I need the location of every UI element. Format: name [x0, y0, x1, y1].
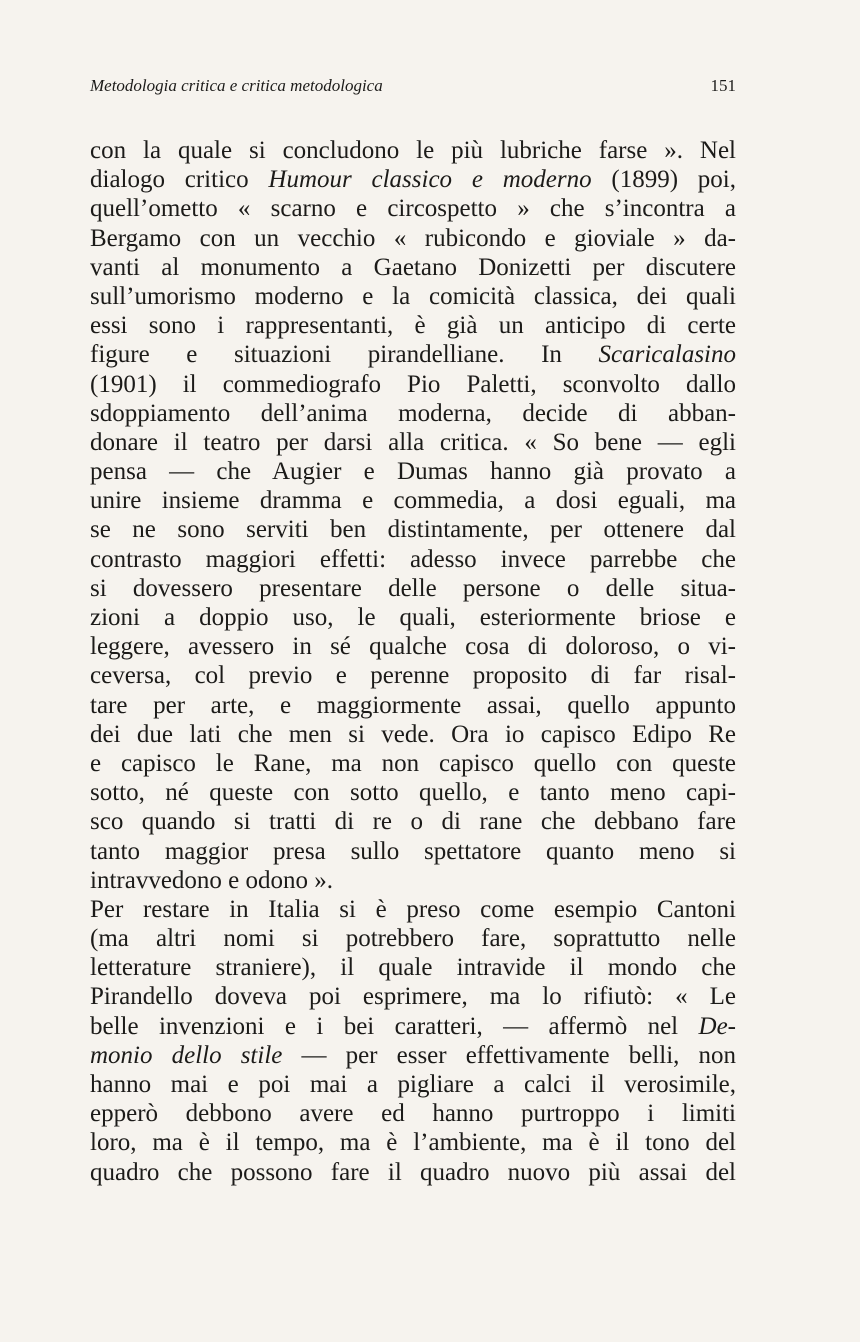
text-line: unire insieme dramma e commedia, a dosi eguali, ma	[90, 487, 736, 515]
text-line: si dovessero presentare delle persone o delle situa-	[90, 574, 736, 602]
text-line: belle invenzioni e i bei caratteri, — affermò nel De-	[90, 1012, 736, 1040]
text-line: quadro che possono fare il quadro nuovo più assai del	[90, 1158, 736, 1186]
text-line: epperò debbono avere ed hanno purtroppo i limiti	[90, 1100, 736, 1128]
text-line: pensa — che Augier e Dumas hanno già provato a	[90, 458, 736, 486]
text-line: Pirandello doveva poi esprimere, ma lo rifiutò: « Le	[90, 983, 736, 1011]
text-line: ceversa, col previo e perenne proposito di far risal-	[90, 662, 736, 690]
text-line: tare per arte, e maggiormente assai, quello appunto	[90, 691, 736, 719]
text-line: intravvedono e odono ».	[90, 866, 334, 894]
text-line: monio dello stile — per esser effettivamente belli, non	[90, 1041, 736, 1069]
text-line: e capisco le Rane, ma non capisco quello con queste	[90, 749, 736, 777]
text-line: (ma altri nomi si potrebbero fare, soprattutto nelle	[90, 925, 736, 953]
text-line: donare il teatro per darsi alla critica. « So bene — egli	[90, 428, 736, 456]
text-line: (1901) il commediografo Pio Paletti, sconvolto dallo	[90, 370, 736, 398]
text-line: sdoppiamento dell’anima moderna, decide di abban-	[90, 399, 736, 427]
text-line: quell’ometto « scarno e circospetto » che s’incontra a	[90, 195, 736, 223]
running-title: Metodologia critica e critica metodologica	[90, 76, 383, 95]
text-line: Per restare in Italia si è preso come esempio Cantoni	[90, 895, 736, 923]
text-line: essi sono i rappresentanti, è già un anticipo di certe	[90, 312, 736, 340]
text-line: leggere, avessero in sé qualche cosa di doloroso, o vi-	[90, 633, 736, 661]
text-line: zioni a doppio uso, le quali, esteriormente briose e	[90, 604, 736, 631]
page-number: 151	[710, 76, 736, 95]
body-text	[90, 136, 736, 1187]
text-line: sco quando si tratti di re o di rane che debbano fare	[90, 808, 736, 836]
text-line: sotto, né queste con sotto quello, e tanto meno capi-	[90, 779, 736, 807]
text-line: Bergamo con un vecchio « rubicondo e gioviale » da-	[90, 224, 736, 252]
text-line: letterature straniere), il quale intravide il mondo che	[90, 954, 736, 982]
text-line: vanti al monumento a Gaetano Donizetti per discutere	[90, 253, 736, 281]
text-line: figure e situazioni pirandelliane. In Scaricalasino	[90, 341, 736, 369]
text-line: hanno mai e poi mai a pigliare a calci il verosimile,	[90, 1071, 736, 1098]
text-line: contrasto maggiori effetti: adesso invece parrebbe che	[90, 545, 736, 573]
text-line: dei due lati che men si vede. Ora io capisco Edipo Re	[90, 720, 736, 748]
running-header	[90, 76, 736, 96]
text-line: sull’umorismo moderno e la comicità classica, dei quali	[90, 282, 736, 310]
text-line: con la quale si concludono le più lubriche farse ». Nel	[90, 137, 736, 164]
text-line: se ne sono serviti ben distintamente, per ottenere dal	[90, 516, 736, 544]
text-line: dialogo critico Humour classico e moderno (1899) poi,	[90, 166, 736, 194]
text-line: tanto maggior presa sullo spettatore quanto meno si	[90, 837, 736, 865]
text-line: loro, ma è il tempo, ma è l’ambiente, ma è il tono del	[90, 1129, 736, 1157]
